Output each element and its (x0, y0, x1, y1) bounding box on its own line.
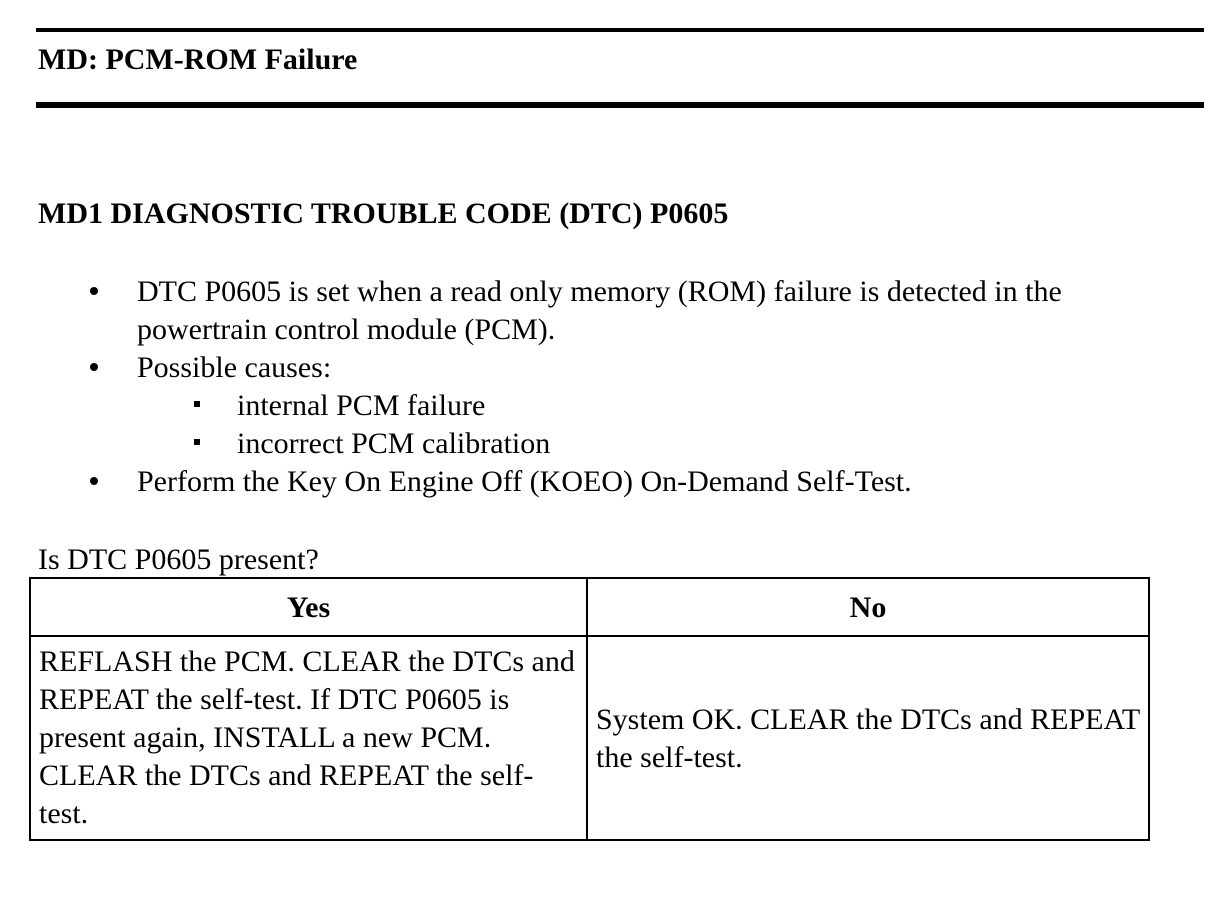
table-header-row (30, 578, 1149, 636)
bullet-square-icon (187, 425, 207, 463)
bullet-text: DTC P0605 is set when a read only memory (ROM) failure is detected in the powertrain control module (PCM). (137, 275, 1062, 346)
section-title: MD: PCM-ROM Failure (38, 43, 358, 76)
decision-table (29, 577, 1150, 841)
cause-item (137, 387, 1197, 425)
yes-header: Yes (30, 578, 587, 636)
bullet-dot-icon (84, 349, 104, 387)
bottom-rule (36, 102, 1204, 108)
bullet-dot-icon (84, 273, 104, 311)
table-row (30, 636, 1149, 840)
question-text: Is DTC P0605 present? (38, 543, 319, 576)
causes-list (137, 387, 1197, 463)
bullet-item (0, 273, 1197, 349)
top-rule (36, 28, 1204, 32)
bullet-dot-icon (84, 463, 104, 501)
bullet-text: Perform the Key On Engine Off (KOEO) On-Demand Self-Test. (137, 465, 912, 498)
yes-action-cell: REFLASH the PCM. CLEAR the DTCs and REPEAT the self-test. If DTC P0605 is present again, INSTALL a new PCM. CLEAR the DTCs and REPEAT the self-test. (30, 636, 587, 840)
bullet-text: Possible causes: (137, 351, 332, 384)
procedure-title: MD1 DIAGNOSTIC TROUBLE CODE (DTC) P0605 (38, 197, 729, 230)
no-action-cell: System OK. CLEAR the DTCs and REPEAT the self-test. (587, 636, 1149, 840)
cause-item (137, 425, 1197, 463)
no-header: No (587, 578, 1149, 636)
bullet-item (0, 463, 1197, 501)
cause-text: internal PCM failure (237, 389, 486, 422)
cause-text: incorrect PCM calibration (237, 427, 551, 460)
bullet-square-icon (187, 387, 207, 425)
bullet-item (0, 349, 1197, 463)
bullet-list (0, 273, 1216, 501)
